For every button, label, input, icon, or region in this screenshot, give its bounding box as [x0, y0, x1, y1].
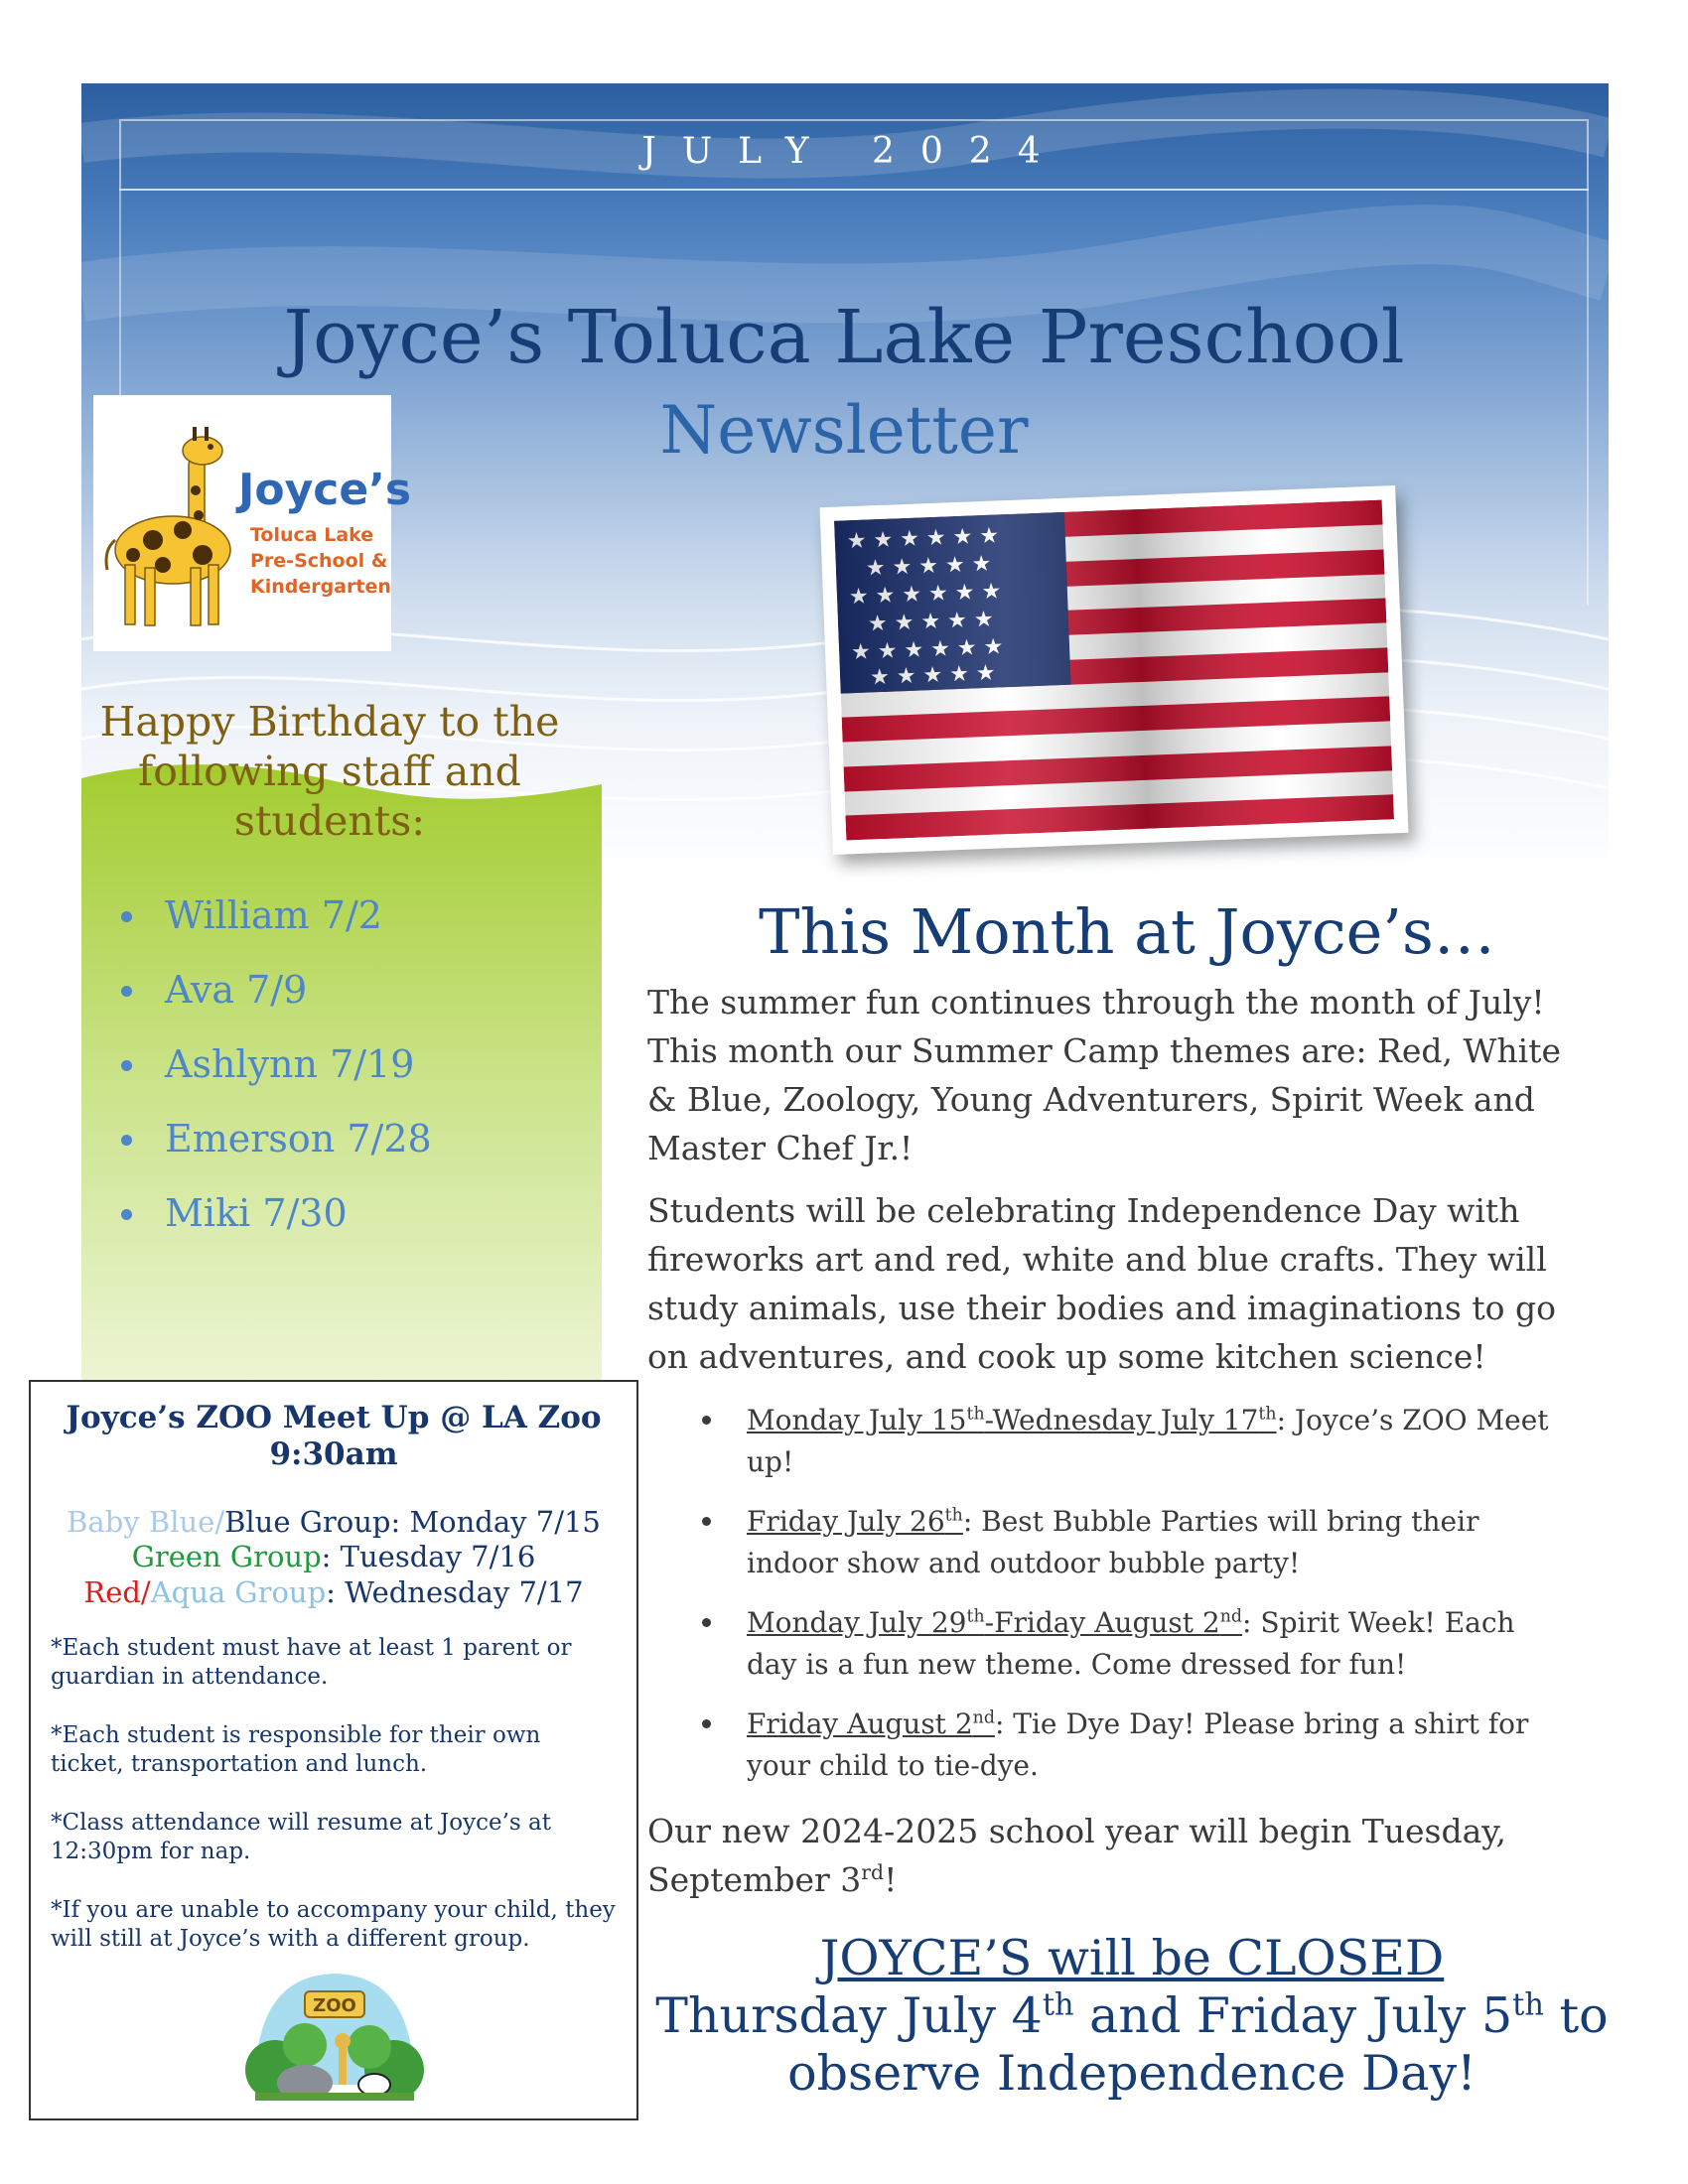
zoo-group-red-aqua [31, 1575, 636, 1610]
green-group-schedule: : Tuesday 7/16 [321, 1540, 536, 1574]
school-year-paragraph: Our new 2024-2025 school year will begin Tuesday, September 3rd! [647, 1812, 1507, 1899]
closure-reason: observe Independence Day! [787, 2045, 1477, 2102]
zoo-group-blue [31, 1505, 636, 1540]
zoo-icon-label: ZOO [313, 1995, 356, 2016]
event-text: : Tie Dye Day! Please bring a shirt for your child to tie-dye. [747, 1707, 1529, 1782]
zoo-notes [51, 1634, 619, 1983]
closure-dates: Thursday July 4th and Friday July 5th to [655, 1987, 1609, 2044]
zoo-title-line-1: Joyce’s ZOO Meet Up @ LA Zoo [66, 1400, 602, 1435]
list-item: Ashlynn 7/19 [165, 1042, 432, 1117]
baby-blue-label: Baby Blue/ [67, 1505, 225, 1539]
event-date: Friday July 26th [747, 1505, 963, 1538]
red-aqua-schedule: : Wednesday 7/17 [326, 1574, 584, 1609]
flag-icon [834, 500, 1394, 841]
event-date: Friday August 2nd [747, 1707, 995, 1740]
event-date: Monday July 15th-Wednesday July 17th [747, 1404, 1277, 1436]
zoo-note: *Each student is responsible for their own ticket, transportation and lunch. [51, 1721, 541, 1778]
blue-group-schedule: Blue Group: Monday 7/15 [224, 1505, 601, 1539]
list-item: Ava 7/9 [165, 968, 432, 1042]
birthday-list [165, 893, 432, 1266]
logo-line-2: Pre-School & [250, 550, 388, 572]
logo-line-1: Toluca Lake [250, 524, 374, 546]
event-text: : Best Bubble Parties will bring their indoor show and outdoor bubble party! [747, 1505, 1479, 1579]
school-logo [93, 395, 412, 651]
list-item: William 7/2 [165, 893, 432, 968]
event-text: : Spirit Week! Each day is a fun new theme. Come dressed for fun! [747, 1606, 1515, 1681]
event-text: : Joyce’s ZOO Meet up! [747, 1404, 1549, 1478]
red-label: Red/ [83, 1574, 151, 1609]
aqua-group-label: Aqua Group [150, 1574, 327, 1609]
zoo-group-green [31, 1540, 636, 1574]
list-item [747, 1400, 1571, 1483]
closure-heading: JOYCE’S will be CLOSED [819, 1930, 1445, 1986]
intro-paragraph: The summer fun continues through the month of July! This month our Summer Camp themes are: Red, White & Blue, Zoology, Young Adventurers, Spirit Week and Master Chef Jr.! [647, 983, 1561, 1167]
zoo-note: *If you are unable to accompany your child, they will still at Joyce’s with a different group. [51, 1896, 616, 1953]
activities-paragraph: Students will be celebrating Independence Day with fireworks art and red, white and blue crafts. They will study animals, use their bodies and imaginations to go on adventures, and cook up some kitchen science! [647, 1191, 1556, 1376]
birthday-heading: Happy Birthday to the following staff and students: [99, 698, 560, 846]
zoo-icon [235, 1956, 434, 2105]
closure-notice [655, 1930, 1609, 2103]
month-label: JULY 2024 [641, 131, 1066, 172]
list-item [747, 1704, 1571, 1787]
events-list [747, 1400, 1571, 1805]
zoo-meetup-box [29, 1380, 638, 2120]
zoo-note: *Each student must have at least 1 parent or guardian in attendance. [51, 1635, 572, 1691]
list-item: Miki 7/30 [165, 1191, 432, 1266]
giraffe-icon [93, 401, 252, 639]
page-subtitle: Newsletter [659, 392, 1029, 469]
logo-line-3: Kindergarten [250, 576, 391, 598]
main-heading: This Month at Joyce’s… [759, 895, 1495, 968]
zoo-title-line-2: 9:30am [269, 1436, 398, 1473]
list-item [747, 1602, 1571, 1686]
green-group-label: Green Group [131, 1540, 322, 1574]
zoo-groups [31, 1505, 636, 1610]
logo-name: Joyce’s [238, 465, 412, 515]
zoo-note: *Class attendance will resume at Joyce’s at 12:30pm for nap. [51, 1809, 551, 1865]
page-title: Joyce’s Toluca Lake Preschool [283, 295, 1405, 380]
list-item [747, 1501, 1571, 1584]
event-date: Monday July 29th-Friday August 2nd [747, 1606, 1243, 1639]
list-item: Emerson 7/28 [165, 1117, 432, 1191]
american-flag-photo [819, 485, 1408, 855]
zoo-title [31, 1400, 636, 1473]
